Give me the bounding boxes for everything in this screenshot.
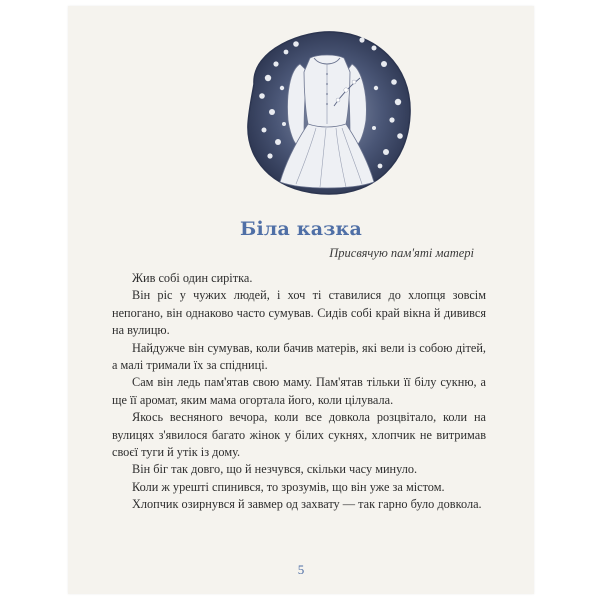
story-title: Біла казка bbox=[240, 218, 362, 240]
paragraph: Коли ж урешті спинився, то зрозумів, що він уже за містом. bbox=[132, 479, 445, 494]
paragraph: Якось весняного вечора, коли все довкола розцвітало, коли на вулицях з'явилося багато жінок у білих сукнях, хлопчик не витримав своєї туги й утік із дому. bbox=[112, 410, 486, 460]
story-dedication: Присвячую пам'яті матері bbox=[329, 246, 474, 260]
paragraph: Він біг так довго, що й незчувся, скільки часу минуло. bbox=[132, 462, 418, 477]
paragraph: Найдужче він сумував, коли бачив матерів, які вели із собою дітей, а малі тримали їх за спідниці. bbox=[112, 340, 486, 373]
paragraph: Жив собі один сирітка. bbox=[132, 271, 253, 285]
paragraph: Хлопчик озирнувся й завмер од захвату — так гарно було довкола. bbox=[132, 497, 482, 512]
white-dress-illustration bbox=[234, 24, 418, 200]
story-body bbox=[112, 270, 486, 514]
paragraph: Сам він ледь пам'ятав свою маму. Пам'ятав тільки її білу сукню, а ще її аромат, яким мама огортала його, коли цілувала. bbox=[112, 375, 486, 407]
paragraph: Він ріс у чужих людей, і хоч ті ставилися до хлопця зовсім непогано, він однаково часто сумував. Сидів собі край вікна й дивився на вулицю. bbox=[112, 288, 486, 338]
page-number: 5 bbox=[297, 562, 305, 577]
book-page bbox=[68, 6, 534, 594]
